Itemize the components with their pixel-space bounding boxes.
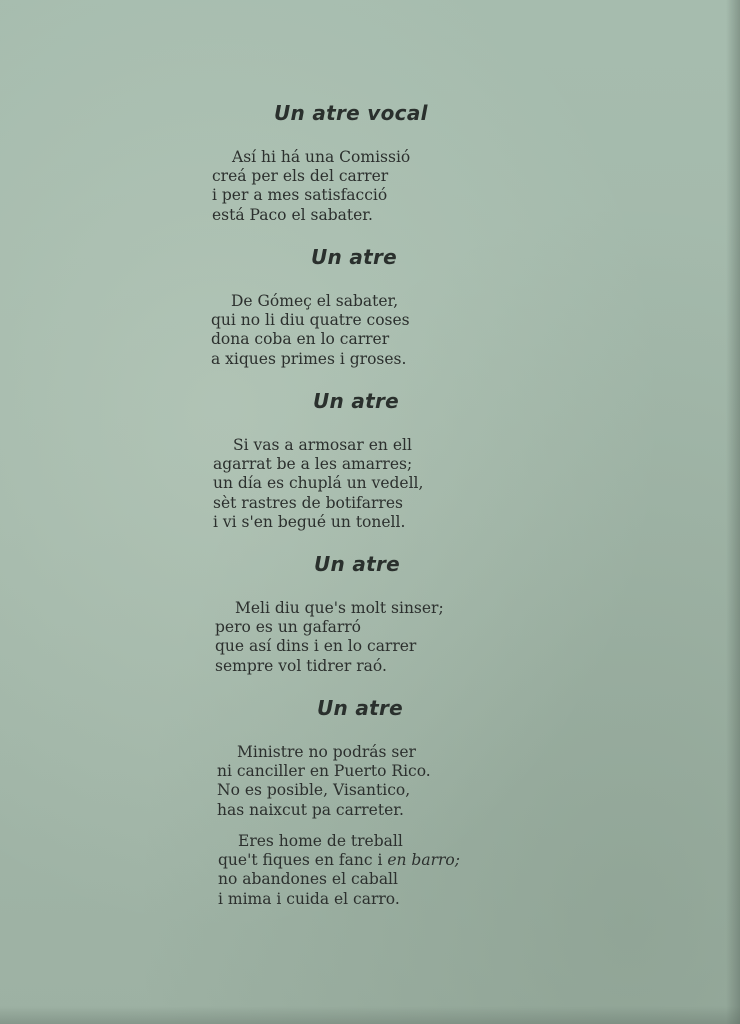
verse-line: pero es un gafarró (215, 618, 362, 637)
verse-line: i vi s'en begué un tonell. (213, 512, 406, 531)
verse-line: agarrat be a les amarres; (213, 455, 413, 474)
verse-line: Ministre no podrás ser (237, 743, 416, 761)
section-title: Un atre (314, 552, 401, 576)
verse-line: sèt rastres de botifarres (213, 493, 403, 512)
verse-line: i per a mes satisfacció (212, 186, 388, 205)
section-title: Un atre (311, 245, 398, 269)
verse-line: no abandones el caball (218, 870, 398, 889)
verse-line: De Gómeç el sabater, (231, 292, 399, 310)
verse-line: a xiques primes i groses. (211, 349, 407, 368)
verse-line: Así hi há una Comissió (232, 148, 411, 166)
verse-line: i mima i cuida el carro. (218, 889, 400, 908)
verse-line: sempre vol tidrer raó. (215, 656, 387, 675)
verse-line: has naixcut pa carreter. (217, 800, 404, 819)
verse-line: un día es chuplá un vedell, (213, 474, 424, 493)
stanza (213, 436, 423, 532)
verse-line: creá per els del carrer (212, 167, 389, 186)
verse-line: ni canciller en Puerto Rico. (217, 762, 431, 781)
section-title: Un atre vocal (274, 101, 428, 125)
verse-line: Meli diu que's molt sinser; (235, 599, 444, 617)
verse-line: está Paco el sabater. (212, 205, 373, 224)
stanza (215, 599, 444, 676)
stanza (217, 743, 431, 820)
verse-line: Si vas a armosar en ell (233, 436, 412, 454)
verse-line: que así dins i en lo carrer (215, 637, 417, 656)
stanza (211, 292, 410, 369)
stanza (212, 148, 410, 225)
page-edge-shadow (726, 0, 740, 1024)
page-edge-shadow (0, 1006, 740, 1024)
section-title: Un atre (313, 389, 400, 413)
stanza (218, 832, 460, 909)
verse-line: qui no li diu quatre coses (211, 311, 410, 330)
verse-line: Eres home de treball (238, 832, 403, 850)
verse-text: que't fiques en fanc i (218, 851, 388, 870)
verse-line (218, 851, 460, 870)
verse-line: No es posible, Visantico, (217, 781, 411, 800)
section-title: Un atre (317, 696, 404, 720)
verse-line: dona coba en lo carrer (211, 330, 390, 349)
italic-phrase: en barro; (387, 851, 460, 870)
